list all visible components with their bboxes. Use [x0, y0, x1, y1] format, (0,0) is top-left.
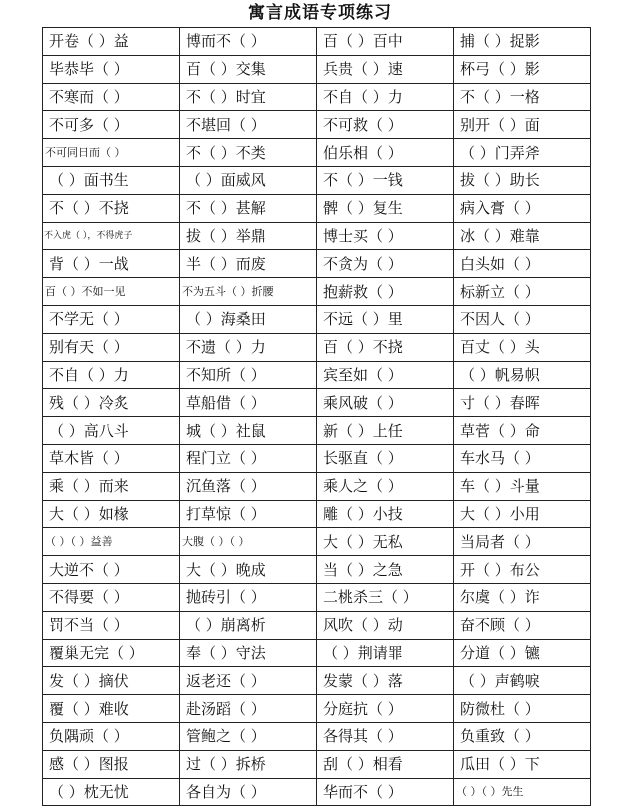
idiom-cell: 冰（ ）难靠: [454, 222, 591, 250]
idiom-cell: 大（ ）小用: [454, 500, 591, 528]
idiom-cell: 背（ ）一战: [43, 250, 180, 278]
idiom-cell: 兵贵（ ）速: [317, 55, 454, 83]
idiom-cell: 奋不顾（ ）: [454, 611, 591, 639]
idiom-cell: 不入虎（ ），不得虎子: [43, 222, 180, 250]
idiom-cell: 不遗（ ）力: [180, 333, 317, 361]
table-row: [43, 361, 591, 389]
idiom-cell: 寸（ ）春晖: [454, 389, 591, 417]
idiom-cell: 博而不（ ）: [180, 28, 317, 56]
idiom-cell: 百（ ）交集: [180, 55, 317, 83]
idiom-cell: 伯乐相（ ）: [317, 139, 454, 167]
table-row: [43, 305, 591, 333]
idiom-cell: 奉（ ）守法: [180, 639, 317, 667]
idiom-cell: 百（ ）不如一见: [43, 278, 180, 306]
idiom-cell: 负重致（ ）: [454, 722, 591, 750]
table-row: [43, 611, 591, 639]
idiom-cell: 毕恭毕（ ）: [43, 55, 180, 83]
idiom-cell: 不堪回（ ）: [180, 111, 317, 139]
table-row: [43, 389, 591, 417]
idiom-cell: 华而不（ ）: [317, 778, 454, 806]
idiom-cell: 不学无（ ）: [43, 305, 180, 333]
idiom-cell: （ ）门弄斧: [454, 139, 591, 167]
idiom-cell: 捕（ ）捉影: [454, 28, 591, 56]
idiom-cell: 不知所（ ）: [180, 361, 317, 389]
idiom-cell: 髀（ ）复生: [317, 194, 454, 222]
table-row: [43, 278, 591, 306]
idiom-cell: 杯弓（ ）影: [454, 55, 591, 83]
idiom-cell: 当（ ）之急: [317, 556, 454, 584]
idiom-cell: 发（ ）摘伏: [43, 667, 180, 695]
idiom-cell: 抛砖引（ ）: [180, 583, 317, 611]
table-row: [43, 472, 591, 500]
idiom-cell: 城（ ）社鼠: [180, 417, 317, 445]
idiom-cell: 拔（ ）助长: [454, 166, 591, 194]
idiom-cell: 百丈（ ）头: [454, 333, 591, 361]
idiom-cell: 百（ ）不挠: [317, 333, 454, 361]
idiom-cell: 长驱直（ ）: [317, 444, 454, 472]
idiom-cell: 防微杜（ ）: [454, 695, 591, 723]
idiom-cell: 覆（ ）难收: [43, 695, 180, 723]
idiom-cell: 尔虞（ ）诈: [454, 583, 591, 611]
idiom-cell: （ ）枕无忧: [43, 778, 180, 806]
idiom-cell: 车水马（ ）: [454, 444, 591, 472]
idiom-cell: 草船借（ ）: [180, 389, 317, 417]
idiom-cell: 宾至如（ ）: [317, 361, 454, 389]
idiom-cell: 开（ ）布公: [454, 556, 591, 584]
idiom-cell: 覆巢无完（ ）: [43, 639, 180, 667]
idiom-cell: （ ）海桑田: [180, 305, 317, 333]
idiom-cell: 不可救（ ）: [317, 111, 454, 139]
table-row: [43, 222, 591, 250]
idiom-cell: 不（ ）一格: [454, 83, 591, 111]
idiom-cell: 不自（ ）力: [317, 83, 454, 111]
idiom-table-body: [43, 28, 591, 806]
table-row: [43, 194, 591, 222]
table-row: [43, 722, 591, 750]
idiom-cell: （ ）荆请罪: [317, 639, 454, 667]
idiom-cell: （ ）帆易帜: [454, 361, 591, 389]
table-row: [43, 639, 591, 667]
table-row: [43, 333, 591, 361]
table-row: [43, 166, 591, 194]
idiom-cell: 当局者（ ）: [454, 528, 591, 556]
idiom-cell: 不可同日而（ ）: [43, 139, 180, 167]
table-row: [43, 417, 591, 445]
idiom-cell: 发蒙（ ）落: [317, 667, 454, 695]
table-row: [43, 778, 591, 806]
idiom-cell: 各得其（ ）: [317, 722, 454, 750]
idiom-cell: 不远（ ）里: [317, 305, 454, 333]
idiom-cell: 程门立（ ）: [180, 444, 317, 472]
idiom-cell: 分庭抗（ ）: [317, 695, 454, 723]
table-row: [43, 750, 591, 778]
table-row: [43, 444, 591, 472]
table-row: [43, 55, 591, 83]
idiom-cell: 分道（ ）镳: [454, 639, 591, 667]
idiom-cell: 不得要（ ）: [43, 583, 180, 611]
idiom-cell: 拔（ ）举鼎: [180, 222, 317, 250]
idiom-cell: 雕（ ）小技: [317, 500, 454, 528]
page-title: 寓言成语专项练习: [248, 3, 392, 23]
idiom-cell: 残（ ）冷炙: [43, 389, 180, 417]
idiom-cell: （ ）高八斗: [43, 417, 180, 445]
idiom-cell: 二桃杀三（ ）: [317, 583, 454, 611]
idiom-cell: 不（ ）不类: [180, 139, 317, 167]
idiom-cell: 不（ ）一钱: [317, 166, 454, 194]
idiom-cell: 感（ ）图报: [43, 750, 180, 778]
idiom-cell: 不自（ ）力: [43, 361, 180, 389]
idiom-cell: 草菅（ ）命: [454, 417, 591, 445]
idiom-cell: 不因人（ ）: [454, 305, 591, 333]
idiom-cell: （ ）面书生: [43, 166, 180, 194]
idiom-cell: 瓜田（ ）下: [454, 750, 591, 778]
idiom-cell: 车（ ）斗量: [454, 472, 591, 500]
table-row: [43, 556, 591, 584]
idiom-cell: 不（ ）时宜: [180, 83, 317, 111]
idiom-cell: 过（ ）拆桥: [180, 750, 317, 778]
idiom-cell: 乘（ ）而来: [43, 472, 180, 500]
table-row: [43, 139, 591, 167]
idiom-cell: （ ）（ ）益善: [43, 528, 180, 556]
table-row: [43, 111, 591, 139]
idiom-cell: （ ）（ ）先生: [454, 778, 591, 806]
idiom-cell: 管鲍之（ ）: [180, 722, 317, 750]
idiom-cell: 大腹（ ）（ ）: [180, 528, 317, 556]
idiom-cell: 大（ ）晚成: [180, 556, 317, 584]
table-row: [43, 250, 591, 278]
table-row: [43, 695, 591, 723]
idiom-cell: 罚不当（ ）: [43, 611, 180, 639]
idiom-cell: 大（ ）如椽: [43, 500, 180, 528]
idiom-cell: （ ）声鹤唳: [454, 667, 591, 695]
idiom-table: [42, 27, 591, 806]
idiom-cell: 标新立（ ）: [454, 278, 591, 306]
idiom-cell: 不贪为（ ）: [317, 250, 454, 278]
idiom-cell: 乘风破（ ）: [317, 389, 454, 417]
idiom-cell: 不（ ）不挠: [43, 194, 180, 222]
table-row: [43, 28, 591, 56]
table-row: [43, 583, 591, 611]
idiom-cell: 大（ ）无私: [317, 528, 454, 556]
idiom-cell: 白头如（ ）: [454, 250, 591, 278]
idiom-cell: 不可多（ ）: [43, 111, 180, 139]
idiom-cell: 打草惊（ ）: [180, 500, 317, 528]
idiom-cell: 不（ ）甚解: [180, 194, 317, 222]
idiom-cell: 别开（ ）面: [454, 111, 591, 139]
idiom-cell: 草木皆（ ）: [43, 444, 180, 472]
idiom-cell: 别有天（ ）: [43, 333, 180, 361]
idiom-cell: 百（ ）百中: [317, 28, 454, 56]
idiom-cell: 刮（ ）相看: [317, 750, 454, 778]
idiom-cell: 各自为（ ）: [180, 778, 317, 806]
idiom-cell: 不寒而（ ）: [43, 83, 180, 111]
idiom-cell: 不为五斗（ ）折腰: [180, 278, 317, 306]
idiom-cell: 沉鱼落（ ）: [180, 472, 317, 500]
idiom-cell: 负隅顽（ ）: [43, 722, 180, 750]
table-row: [43, 83, 591, 111]
table-row: [43, 528, 591, 556]
idiom-cell: 开卷（ ）益: [43, 28, 180, 56]
idiom-cell: 新（ ）上任: [317, 417, 454, 445]
idiom-cell: 赴汤蹈（ ）: [180, 695, 317, 723]
idiom-cell: 病入膏（ ）: [454, 194, 591, 222]
idiom-cell: 博士买（ ）: [317, 222, 454, 250]
table-row: [43, 667, 591, 695]
idiom-cell: 抱薪救（ ）: [317, 278, 454, 306]
idiom-cell: 大逆不（ ）: [43, 556, 180, 584]
idiom-cell: 乘人之（ ）: [317, 472, 454, 500]
idiom-cell: （ ）面威风: [180, 166, 317, 194]
idiom-cell: 返老还（ ）: [180, 667, 317, 695]
idiom-cell: 风吹（ ）动: [317, 611, 454, 639]
table-row: [43, 500, 591, 528]
idiom-cell: 半（ ）而废: [180, 250, 317, 278]
idiom-cell: （ ）崩离析: [180, 611, 317, 639]
